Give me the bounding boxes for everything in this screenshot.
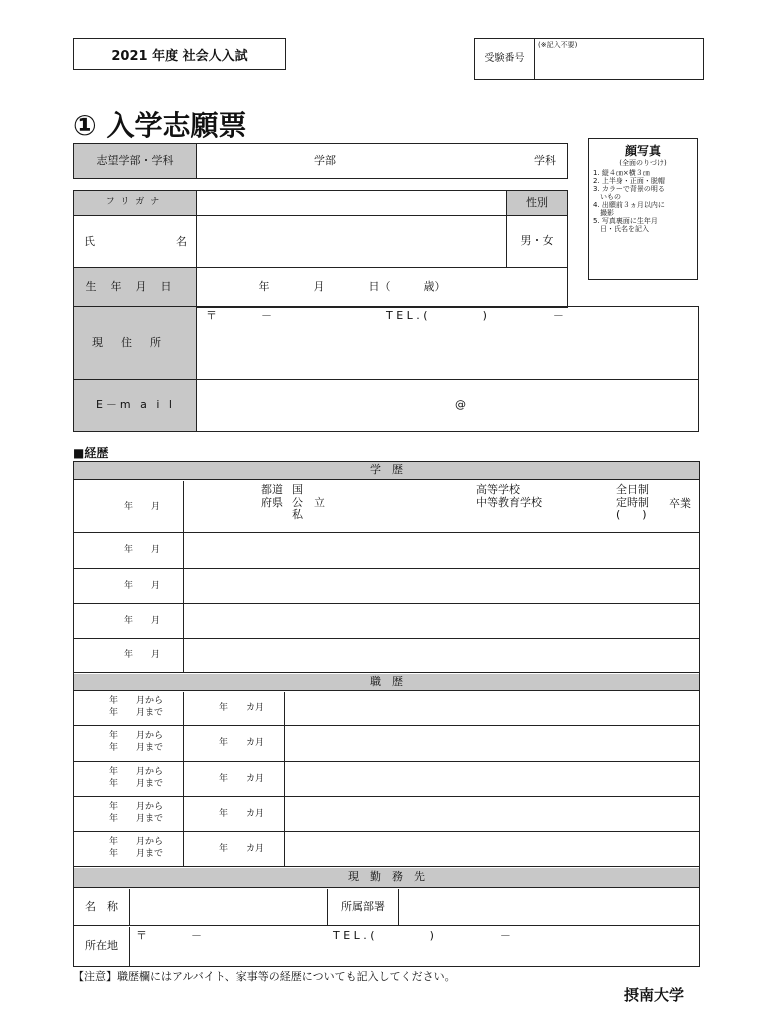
photo-instruction-item: 4. 出願前３ヵ月以内に (593, 201, 665, 210)
location-input[interactable] (131, 927, 699, 966)
current-employment-header (74, 868, 699, 888)
work-row[interactable] (74, 798, 699, 832)
dept-unit: 学科 (534, 154, 556, 167)
work-row[interactable] (74, 692, 699, 726)
photo-instruction-item: 1. 縦４㎝×横３㎝ (593, 169, 650, 178)
gender-options: 男・女 (520, 234, 554, 248)
work-to: 年 月まで (109, 779, 164, 789)
work-header-label: 職 歴 (370, 674, 403, 688)
exam-number-input[interactable] (536, 51, 703, 78)
edu-school-kind: 高等学校 中等教育学校 (476, 483, 542, 509)
work-row[interactable] (74, 833, 699, 867)
location-label: 所在地 (85, 939, 118, 953)
birthdate-input[interactable] (198, 268, 506, 307)
company-row (74, 889, 699, 926)
exam-number-label-cell (475, 39, 535, 79)
address-label: 現住所 (92, 335, 179, 349)
applicant-block (73, 190, 568, 308)
education-header-label: 学 歴 (370, 463, 403, 477)
faculty-row (73, 143, 568, 179)
furigana-label-cell (74, 191, 197, 215)
work-from: 年 月から (109, 696, 164, 706)
current-employment-header-label: 現 勤 務 先 (348, 870, 425, 884)
email-label-cell (74, 380, 197, 431)
faculty-input[interactable] (198, 144, 308, 178)
work-from: 年 月から (109, 837, 164, 847)
work-row[interactable] (74, 727, 699, 762)
exam-number-box (474, 38, 704, 80)
edu-status: 卒業 (669, 497, 691, 510)
work-row[interactable] (74, 763, 699, 797)
photo-instruction-item: 3. カラーで背景の明る (593, 185, 665, 194)
edu-course: 全日制 定時制 ( ) (616, 483, 649, 522)
exam-number-note: (※記入不要) (538, 41, 578, 49)
work-from: 年 月から (109, 802, 164, 812)
history-table (73, 461, 700, 967)
company-dept-label: 所属部署 (341, 900, 385, 914)
work-months: 年 カ月 (219, 703, 265, 713)
edu-date: 年 月 (124, 650, 161, 660)
email-label: E－m a i l (95, 398, 175, 412)
university-name: 摂南大学 (624, 986, 685, 1004)
photo-instructions (593, 169, 693, 233)
photo-instruction-item: 2. 上半身・正面・脱帽 (593, 177, 665, 186)
dept-label-cell (327, 889, 399, 926)
photo-instruction-item: いもの (593, 193, 621, 202)
faculty-unit: 学部 (314, 154, 336, 167)
birthdate-label-cell (74, 268, 197, 307)
name-input[interactable] (198, 216, 506, 267)
exam-number-label: 受験番号 (484, 53, 525, 65)
photo-box[interactable] (588, 138, 698, 280)
furigana-input[interactable] (198, 191, 506, 215)
location-tel: T E L . ( ) － (333, 929, 511, 942)
work-header (74, 674, 699, 691)
name-label-cell (74, 216, 197, 267)
edu-date: 年 月 (124, 545, 161, 555)
photo-title: 顔写真 (624, 144, 661, 158)
address-label-cell (74, 307, 197, 379)
work-to: 年 月まで (109, 814, 164, 824)
edu-date: 年 月 (124, 581, 161, 591)
footer-note: 【注意】職歴欄にはアルバイト、家事等の経歴についても記入してください。 (73, 970, 456, 983)
work-from: 年 月から (109, 731, 164, 741)
work-months: 年 カ月 (219, 774, 265, 784)
photo-instruction-item: 日・氏名を記入 (593, 225, 649, 234)
year-exam-box (73, 38, 286, 70)
work-from: 年 月から (109, 767, 164, 777)
page-title: ① 入学志願票 (73, 109, 247, 142)
work-months: 年 カ月 (219, 809, 265, 819)
edu-date: 年 月 (124, 502, 161, 512)
history-section-label: ■経歴 (73, 446, 109, 460)
address-email-block (73, 306, 699, 432)
location-label-cell (74, 927, 130, 966)
address-tel: T E L . ( ) － (386, 309, 564, 322)
work-to: 年 月まで (109, 708, 164, 718)
education-row[interactable] (74, 570, 699, 604)
edu-date: 年 月 (124, 616, 161, 626)
work-to: 年 月まで (109, 849, 164, 859)
name-label-1: 氏 (84, 235, 95, 248)
gender-options-cell[interactable] (506, 216, 567, 267)
birthdate-format: 年 月 日（ 歳） (258, 280, 446, 294)
work-to: 年 月まで (109, 743, 164, 753)
name-label-2: 名 (176, 235, 187, 248)
faculty-label-cell (74, 144, 197, 178)
email-input[interactable] (198, 380, 698, 431)
location-row (74, 927, 699, 966)
photo-subtitle: (全面のりづけ) (619, 159, 667, 167)
location-postal: 〒 － (136, 929, 202, 942)
company-dept-input[interactable] (400, 889, 699, 926)
gender-label-cell (506, 191, 567, 215)
address-input[interactable] (198, 307, 698, 379)
work-months: 年 カ月 (219, 844, 265, 854)
edu-prefecture: 都道 府県 (261, 483, 283, 509)
email-at: @ (455, 398, 466, 411)
education-header (74, 462, 699, 480)
year-exam-label: 2021 年度 社会人入試 (111, 48, 248, 64)
education-row[interactable] (74, 605, 699, 639)
furigana-label: フリガナ (105, 197, 166, 208)
edu-school-type: 国 公 立 私 (292, 483, 325, 522)
birthdate-label: 生年月日 (85, 280, 186, 294)
company-name-input[interactable] (131, 889, 327, 926)
address-postal: 〒 － (206, 309, 272, 322)
work-months: 年 カ月 (219, 738, 265, 748)
dept-input[interactable] (344, 144, 529, 178)
photo-instruction-item: 5. 写真裏面に生年月 (593, 217, 658, 226)
faculty-label: 志望学部・学科 (96, 153, 174, 167)
education-row[interactable] (74, 481, 699, 533)
company-name-label: 名 称 (85, 900, 118, 914)
education-row[interactable] (74, 640, 699, 673)
company-name-label-cell (74, 889, 130, 926)
education-row[interactable] (74, 534, 699, 569)
photo-instruction-item: 撮影 (593, 209, 614, 218)
gender-label: 性別 (526, 195, 548, 209)
